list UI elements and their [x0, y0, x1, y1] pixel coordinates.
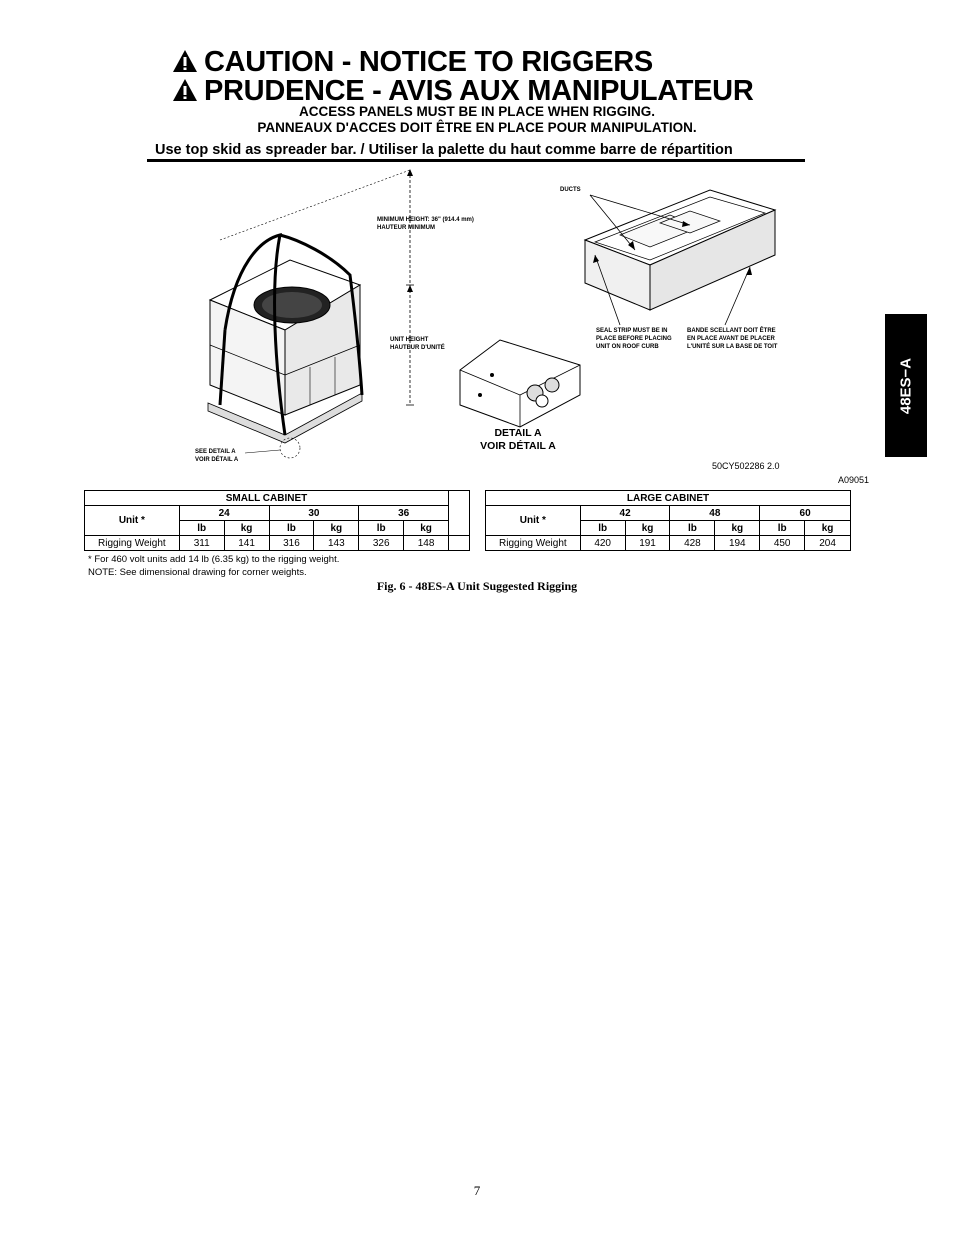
- weight-cell: 204: [805, 536, 851, 551]
- seal-strip-note-fr-2: EN PLACE AVANT DE PLACER: [687, 336, 775, 342]
- unit-col-header: kg: [715, 521, 760, 536]
- seal-strip-note-fr-1: BANDE SCELLANT DOIT ÊTRE: [687, 328, 776, 334]
- weight-cell: 311: [179, 536, 224, 551]
- access-panels-en: ACCESS PANELS MUST BE IN PLACE WHEN RIGGING.: [298, 104, 656, 119]
- small-cabinet-title: SMALL CABINET: [85, 491, 449, 506]
- size-header: 24: [179, 506, 269, 521]
- voltage-note: * For 460 volt units add 14 lb (6.35 kg) to the rigging weight.: [88, 554, 340, 565]
- min-height-label-fr: HAUTEUR MINIMUM: [377, 225, 435, 231]
- caution-line-2: PRUDENCE - AVIS AUX MANIPULATEUR: [204, 75, 754, 107]
- row-label: Rigging Weight: [85, 536, 180, 551]
- table-spacer: [449, 536, 470, 551]
- table-spacer: [449, 491, 470, 536]
- spreader-bar-note: Use top skid as spreader bar. / Utiliser la palette du haut comme barre de répartition: [155, 142, 733, 158]
- weight-cell: 316: [269, 536, 314, 551]
- row-label: Rigging Weight: [486, 536, 581, 551]
- weight-cell: 148: [404, 536, 449, 551]
- weight-cell: 143: [314, 536, 359, 551]
- large-cabinet-title: LARGE CABINET: [486, 491, 851, 506]
- weight-cell: 191: [625, 536, 670, 551]
- unit-col-header: kg: [224, 521, 269, 536]
- see-detail-label-fr: VOIR DÉTAIL A: [195, 457, 239, 463]
- caution-heading-en: [172, 48, 653, 77]
- detail-a-label-fr: VOIR DÉTAIL A: [480, 440, 556, 452]
- size-header: 60: [760, 506, 851, 521]
- warning-triangle-icon: [172, 78, 198, 102]
- figure-caption: Fig. 6 - 48ES-A Unit Suggested Rigging: [376, 579, 578, 593]
- size-header: 42: [580, 506, 670, 521]
- unit-col-header: lb: [580, 521, 625, 536]
- unit-col-header: kg: [625, 521, 670, 536]
- detail-a-label: DETAIL A: [494, 427, 542, 439]
- corner-weight-note: NOTE: See dimensional drawing for corner weights.: [88, 567, 307, 578]
- weight-cell: 141: [224, 536, 269, 551]
- small-cabinet-table: [84, 490, 470, 551]
- weight-cell: 450: [760, 536, 805, 551]
- unit-col-header: lb: [760, 521, 805, 536]
- unit-header: Unit *: [85, 506, 180, 536]
- weight-cell: 428: [670, 536, 715, 551]
- unit-header: Unit *: [486, 506, 581, 536]
- page-number: 7: [473, 1183, 481, 1198]
- unit-col-header: kg: [805, 521, 851, 536]
- caution-heading-fr: [172, 77, 753, 106]
- ducts-label: DUCTS: [560, 187, 581, 193]
- see-detail-label: SEE DETAIL A: [195, 449, 236, 455]
- rigging-drawing: [180, 165, 880, 485]
- min-height-label: MINIMUM HEIGHT: 36" (914.4 mm): [377, 217, 474, 223]
- seal-strip-note-1: SEAL STRIP MUST BE IN: [596, 328, 668, 334]
- unit-col-header: lb: [179, 521, 224, 536]
- seal-strip-note-2: PLACE BEFORE PLACING: [596, 336, 672, 342]
- size-header: 36: [359, 506, 449, 521]
- section-tab: [885, 314, 927, 457]
- unit-col-header: lb: [269, 521, 314, 536]
- size-header: 48: [670, 506, 760, 521]
- size-header: 30: [269, 506, 359, 521]
- unit-col-header: kg: [314, 521, 359, 536]
- warning-triangle-icon: [172, 49, 198, 73]
- weight-cell: 420: [580, 536, 625, 551]
- seal-strip-note-fr-3: L'UNITÉ SUR LA BASE DE TOIT: [687, 344, 778, 350]
- figure-code: A09051: [838, 475, 870, 485]
- unit-height-label: UNIT HEIGHT: [390, 337, 429, 343]
- weight-cell: 326: [359, 536, 404, 551]
- seal-strip-note-3: UNIT ON ROOF CURB: [596, 344, 659, 350]
- large-cabinet-table: [485, 490, 851, 551]
- section-tab-label: 48ES−A: [897, 357, 915, 414]
- access-panels-fr: PANNEAUX D'ACCES DOIT ÊTRE EN PLACE POUR MANIPULATION.: [257, 120, 697, 135]
- caution-line-1: CAUTION - NOTICE TO RIGGERS: [204, 46, 653, 78]
- unit-col-header: kg: [404, 521, 449, 536]
- drawing-number: 50CY502286 2.0: [712, 461, 780, 471]
- unit-col-header: lb: [359, 521, 404, 536]
- unit-height-label-fr: HAUTEUR D'UNITÉ: [390, 345, 445, 351]
- weight-cell: 194: [715, 536, 760, 551]
- heading-rule: [147, 159, 805, 162]
- unit-col-header: lb: [670, 521, 715, 536]
